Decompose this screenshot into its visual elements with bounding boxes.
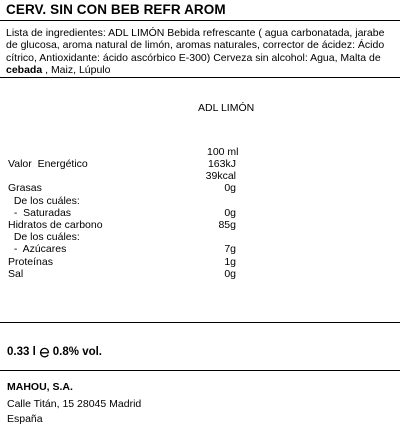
manufacturer-country: España: [7, 413, 43, 425]
ingredients-text-end: , Maiz, Lúpulo: [42, 64, 111, 77]
ingredients-list: [6, 27, 394, 77]
manufacturer-name: MAHOU, S.A.: [7, 381, 73, 393]
divider-nutrition: [0, 322, 400, 323]
nutrient-value: 0g: [224, 267, 236, 280]
nutrient-value: 85g: [218, 219, 236, 231]
nutrition-row: [8, 256, 236, 268]
nutrition-row: [8, 268, 236, 280]
nutrition-row: [8, 219, 236, 231]
e-mark-icon: [39, 347, 50, 358]
divider-top: [0, 20, 400, 21]
net-volume: 0.33 l: [7, 346, 36, 358]
nutrition-row: [8, 207, 236, 219]
nutrient-value: 163kJ: [207, 158, 236, 170]
nutrition-per-header: 100 ml: [207, 146, 239, 158]
nutrition-row: [8, 182, 236, 194]
nutrition-column-header: ADL LIMÓN: [198, 102, 255, 114]
nutrition-row: [8, 158, 236, 170]
nutrition-row: [8, 231, 236, 243]
divider-ingredients: [0, 77, 400, 78]
quantity-line: [7, 346, 102, 358]
nutrient-label: - Azúcares: [8, 243, 67, 256]
nutrient-label: Valor Energético: [8, 158, 88, 170]
nutrient-value: 39kcal: [205, 170, 236, 183]
ingredients-text: Lista de ingredientes: ADL LIMÓN Bebida refrescante ( agua carbonatada, jarabe de glucosa, aroma natural de limón, aromas naturales, corrector de ácidez: Ácido cítrico, Antioxidante: ácido ascórbico E-300) Cerveza sin alcohol: Agua, Malta de: [6, 27, 385, 64]
manufacturer-address: Calle Titán, 15 28045 Madrid: [7, 398, 142, 410]
nutrient-value: 7g: [224, 243, 236, 256]
nutrient-label: Hidratos de carbono: [8, 219, 103, 231]
nutrient-label: Proteínas: [8, 255, 53, 268]
nutrient-label: - Saturadas: [8, 206, 72, 219]
alcohol-content: 0.8% vol.: [52, 346, 102, 358]
nutrient-label: Sal: [8, 267, 24, 280]
nutrient-value: 0g: [224, 182, 236, 195]
nutrition-row: [8, 243, 236, 255]
nutrient-label: Grasas: [8, 182, 42, 195]
product-title: CERV. SIN CON BEB REFR AROM: [6, 2, 226, 17]
nutrient-value: 1g: [224, 255, 236, 268]
nutrition-row: [8, 195, 236, 207]
nutrient-value: 0g: [224, 206, 236, 219]
nutrient-label: De los cuáles:: [8, 194, 80, 207]
nutrition-row: [8, 170, 236, 182]
nutrient-label: De los cuáles:: [8, 231, 80, 244]
divider-quantity: [0, 370, 400, 371]
ingredients-allergen: cebada: [6, 64, 43, 77]
